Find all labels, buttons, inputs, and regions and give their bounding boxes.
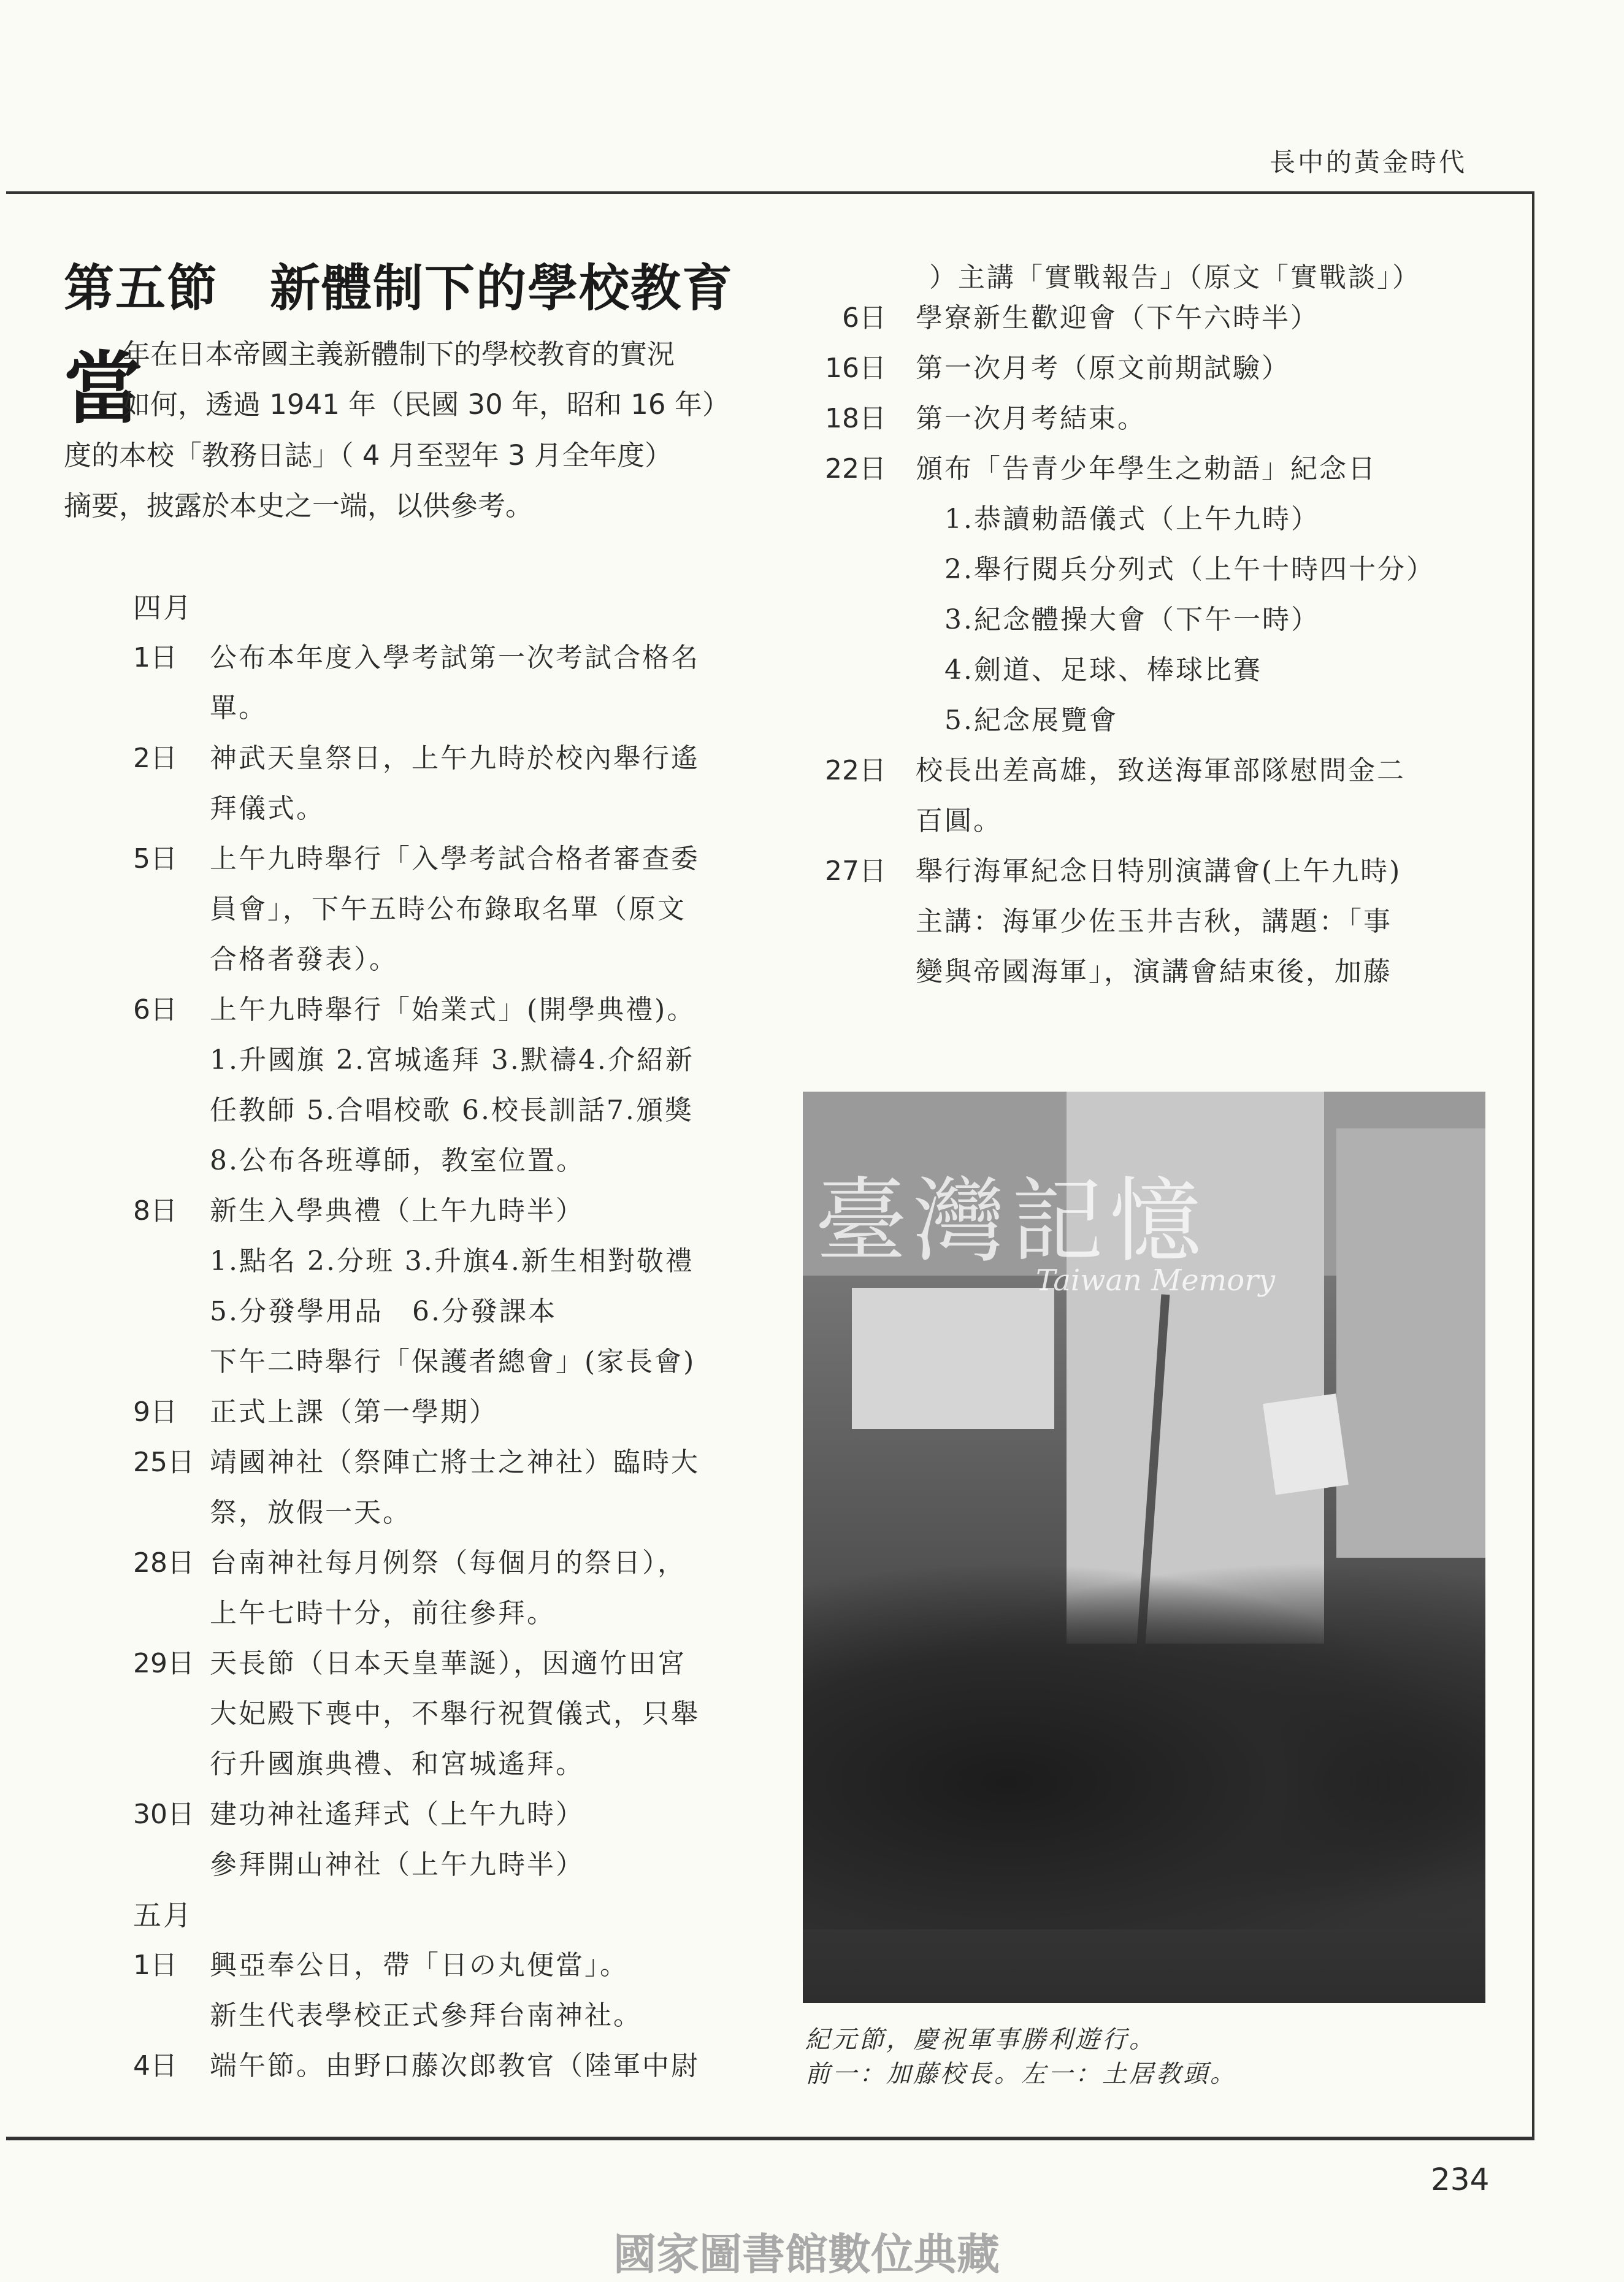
entry-text: ）主講「實戰報告」（原文「實戰談」） <box>929 262 1421 293</box>
entry-text: 員會」，下午五時公布錄取名單（原文 <box>210 894 686 925</box>
entry-date: 5日 <box>133 843 177 875</box>
entry-text: 第一次月考結束。 <box>916 403 1146 434</box>
diary-entry-line <box>133 884 746 935</box>
entry-text: 正式上課（第一學期） <box>210 1396 498 1428</box>
diary-entry-line <box>825 897 1500 947</box>
entry-date: 22日 <box>825 755 886 786</box>
diary-entry-line <box>133 1739 746 1790</box>
entry-text: 上午九時舉行「始業式」(開學典禮)。 <box>210 994 696 1025</box>
diary-subitem <box>825 545 1500 595</box>
historical-photo <box>803 1092 1485 2003</box>
entry-date: 4日 <box>133 2050 177 2081</box>
entry-date: 9日 <box>133 1396 177 1428</box>
diary-entry-line <box>825 846 1500 897</box>
entry-date: 28日 <box>133 1547 194 1579</box>
entry-text: 1.點名 2.分班 3.升旗4.新生相對敬禮 <box>210 1246 694 1277</box>
entry-date: 6日 <box>133 994 177 1025</box>
running-head: 長中的黃金時代 <box>1270 147 1468 177</box>
entry-text: 舉行海軍紀念日特別演講會(上午九時) <box>916 856 1402 887</box>
entry-date: 30日 <box>133 1799 194 1830</box>
drop-cap: 當 <box>64 343 143 435</box>
entry-date: 29日 <box>133 1648 194 1679</box>
entry-text: 單。 <box>210 692 267 724</box>
entry-text: 主講：海軍少佐玉井吉秋，講題：「事 <box>916 906 1392 937</box>
diary-entry-line <box>825 796 1500 846</box>
entry-date: 16日 <box>825 353 886 384</box>
entry-text: 建功神社遙拜式（上午九時） <box>210 1799 584 1830</box>
page-number: 234 <box>1431 2162 1490 2197</box>
photo-watermark: 臺灣記憶 <box>815 1168 1208 1275</box>
right-rule <box>1532 191 1534 2139</box>
month-heading: 四月 <box>133 591 193 624</box>
entry-date: 22日 <box>825 453 886 484</box>
entry-text: 合格者發表）。 <box>210 944 398 975</box>
photo-caption-line: 前一：加藤校長。左一：土居教頭。 <box>805 2060 1237 2088</box>
entry-text: 上午七時十分，前往參拜。 <box>210 1598 556 1629</box>
entry-text: 祭，放假一天。 <box>210 1497 412 1528</box>
diary-entry-line <box>133 834 746 884</box>
entry-date: 1日 <box>133 1950 177 1981</box>
diary-entry-line <box>133 1940 746 1991</box>
diary-entry-line <box>133 1488 746 1538</box>
entry-text: 變與帝國海軍」，演講會結束後，加藤 <box>916 956 1392 987</box>
diary-entry-line <box>133 1136 746 1186</box>
entry-text: 百圓。 <box>916 805 1002 837</box>
section-title: 第五節 新體制下的學校教育 <box>64 259 734 318</box>
entry-text: 靖國神社（祭陣亡將士之神社）臨時大 <box>210 1447 700 1478</box>
entry-text: 參拜開山神社（上午九時半） <box>210 1849 584 1880</box>
diary-subitem <box>825 494 1500 545</box>
entry-text: 新生代表學校正式參拜台南神社。 <box>210 2000 642 2031</box>
subitem-text: 5.紀念展覽會 <box>944 705 1118 736</box>
diary-entry-line <box>825 947 1500 997</box>
diary-entry-line <box>825 444 1500 494</box>
subitem-text: 4.劍道、足球、棒球比賽 <box>944 654 1262 686</box>
subitem-text: 2.舉行閱兵分列式（上午十時四十分） <box>944 554 1435 585</box>
entry-text: 大妃殿下喪中，不舉行祝賀儀式，只舉 <box>210 1698 700 1729</box>
entry-text: 新生入學典禮（上午九時半） <box>210 1195 584 1227</box>
library-watermark: 國家圖書館數位典藏 <box>613 2229 1000 2280</box>
entry-text: 8.公布各班導師，教室位置。 <box>210 1145 585 1176</box>
diary-entry-line <box>133 1387 746 1438</box>
diary-entry-line <box>133 1035 746 1085</box>
diary-entry-line <box>133 1085 746 1136</box>
entry-text: 台南神社每月例祭（每個月的祭日）， <box>210 1547 686 1579</box>
diary-subitem <box>825 645 1500 695</box>
entry-text: 天長節（日本天皇華誕），因適竹田宮 <box>210 1648 686 1679</box>
diary-entry-line <box>133 1588 746 1639</box>
diary-entry-line <box>133 1991 746 2041</box>
diary-entry-line <box>133 1538 746 1588</box>
diary-entry-line <box>825 253 1500 293</box>
diary-left-column <box>133 583 746 2091</box>
diary-entry-line <box>133 784 746 834</box>
entry-date: 8日 <box>133 1195 177 1227</box>
entry-text: 公布本年度入學考試第一次考試合格名 <box>210 642 700 673</box>
entry-text: 5.分發學用品 6.分發課本 <box>210 1296 557 1327</box>
diary-entry-line <box>133 935 746 985</box>
entry-text: 學寮新生歡迎會（下午六時半） <box>916 302 1319 334</box>
diary-entry-line <box>133 1186 746 1236</box>
diary-subitem <box>825 595 1500 645</box>
bottom-rule <box>6 2137 1534 2140</box>
entry-text: 1.升國旗 2.宮城遙拜 3.默禱4.介紹新 <box>210 1044 694 1076</box>
subitem-text: 3.紀念體操大會（下午一時） <box>944 604 1320 635</box>
photo-watermark-en: Taiwan Memory <box>1036 1263 1276 1298</box>
entry-text: 下午二時舉行「保護者總會」(家長會) <box>210 1346 696 1377</box>
intro-line: 如何，透過 1941 年（民國 30 年，昭和 16 年） <box>123 388 730 421</box>
intro-line: 年在日本帝國主義新體制下的學校教育的實況 <box>123 338 675 370</box>
diary-entry-line <box>825 394 1500 444</box>
diary-entry-line <box>133 1438 746 1488</box>
photo-caption-line: 紀元節，慶祝軍事勝利遊行。 <box>805 2026 1156 2054</box>
diary-entry-line <box>133 1337 746 1387</box>
entry-date: 27日 <box>825 856 886 887</box>
diary-entry-line <box>825 343 1500 394</box>
diary-entry-line <box>825 293 1500 343</box>
entry-date: 18日 <box>825 403 886 434</box>
month-heading: 五月 <box>133 1899 193 1932</box>
intro-line: 度的本校「教務日誌」（ 4 月至翌年 3 月全年度） <box>64 439 672 472</box>
entry-text: 第一次月考（原文前期試驗） <box>916 353 1290 384</box>
entry-text: 端午節。由野口藤次郎教官（陸軍中尉 <box>210 2050 700 2081</box>
diary-entry-line <box>133 1639 746 1689</box>
entry-date: 25日 <box>133 1447 194 1478</box>
diary-entry-line <box>133 1236 746 1287</box>
entry-date: 6日 <box>842 302 886 334</box>
entry-text: 校長出差高雄，致送海軍部隊慰問金二 <box>916 755 1406 786</box>
entry-text: 上午九時舉行「入學考試合格者審查委 <box>210 843 700 875</box>
entry-text: 頒布「告青少年學生之勅語」紀念日 <box>916 453 1377 484</box>
diary-entry-line <box>133 1840 746 1890</box>
diary-entry-line <box>133 2041 746 2091</box>
diary-entry-line <box>133 683 746 733</box>
diary-subitem <box>825 695 1500 746</box>
entry-text: 行升國旗典禮、和宮城遙拜。 <box>210 1748 584 1780</box>
diary-entry-line <box>133 985 746 1035</box>
diary-entry-line <box>133 733 746 784</box>
subitem-text: 1.恭讀勅語儀式（上午九時） <box>944 503 1320 535</box>
entry-date: 2日 <box>133 743 177 774</box>
intro-line: 摘要，披露於本史之一端，以供參考。 <box>64 489 534 522</box>
entry-date: 1日 <box>133 642 177 673</box>
entry-text: 神武天皇祭日，上午九時於校內舉行遙 <box>210 743 700 774</box>
diary-entry-line <box>133 1790 746 1840</box>
diary-entry-line <box>133 1287 746 1337</box>
diary-entry-line <box>825 746 1500 796</box>
diary-right-column <box>825 253 1500 997</box>
entry-text: 興亞奉公日，帶「日の丸便當」。 <box>210 1950 629 1981</box>
diary-entry-line <box>133 633 746 683</box>
top-rule <box>6 191 1534 194</box>
entry-text: 拜儀式。 <box>210 793 325 824</box>
diary-entry-line <box>133 1689 746 1739</box>
entry-text: 任教師 5.合唱校歌 6.校長訓話7.頒獎 <box>210 1095 694 1126</box>
